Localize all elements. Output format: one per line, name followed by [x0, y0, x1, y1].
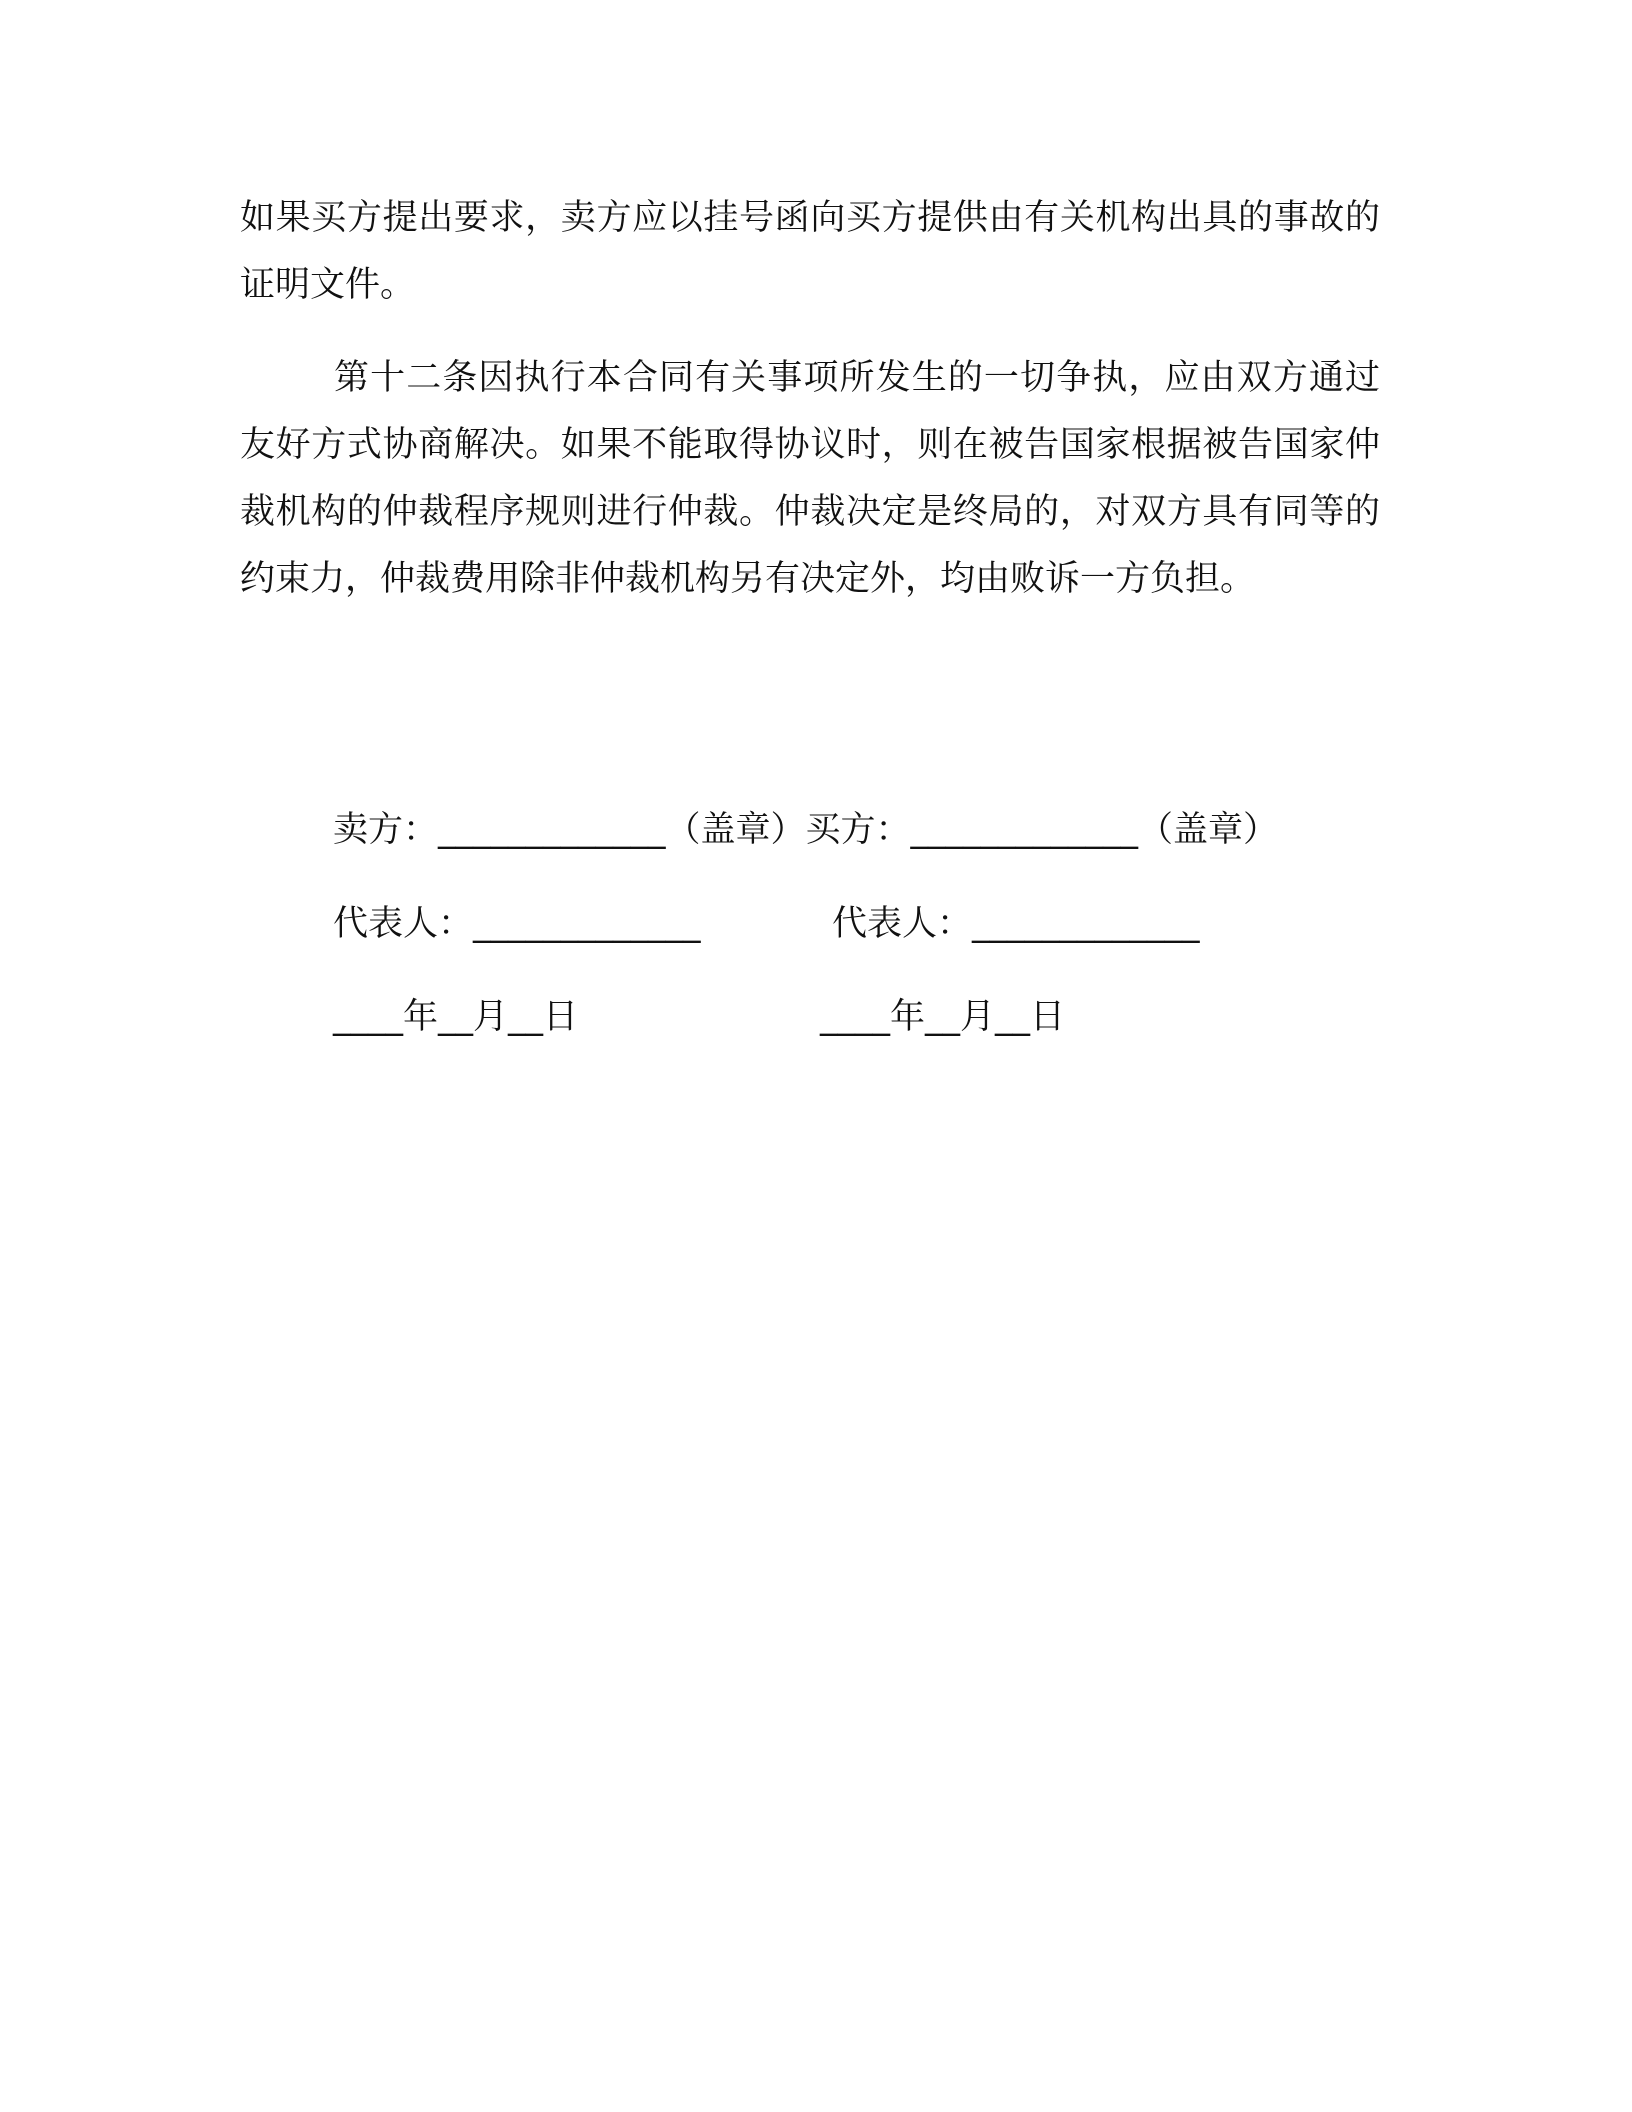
seller-date-line [333, 995, 578, 1039]
buyer-representative-line [832, 902, 1200, 946]
seller-date-text: ____年__月__日 [333, 997, 579, 1037]
seller-representative-line [333, 902, 701, 946]
paragraph-accident-certificate: 如果买方提出要求，卖方应以挂号函向买方提供由有关机构出具的事故的证明文件。 [240, 198, 1380, 305]
paragraph-article-12-arbitration: 第十二条因执行本合同有关事项所发生的一切争执，应由双方通过友好方式协商解决。如果不能取得协议时，则在被告国家根据被告国家仲裁机构的仲裁程序规则进行仲裁。仲裁决定是终局的，对双方具有同等的约束力，仲裁费用除非仲裁机构另有决定外，均由败诉一方负担。 [240, 358, 1380, 599]
buyer-date-text: ____年__月__日 [820, 997, 1066, 1037]
signature-seal-line [333, 808, 1278, 852]
buyer-representative-text: 代表人：_____________ [832, 904, 1200, 944]
buyer-date-line [820, 995, 1065, 1039]
seller-buyer-seal-text: 卖方：_____________（盖章）买方：_____________（盖章） [333, 810, 1279, 850]
seller-representative-text: 代表人：_____________ [333, 904, 701, 944]
